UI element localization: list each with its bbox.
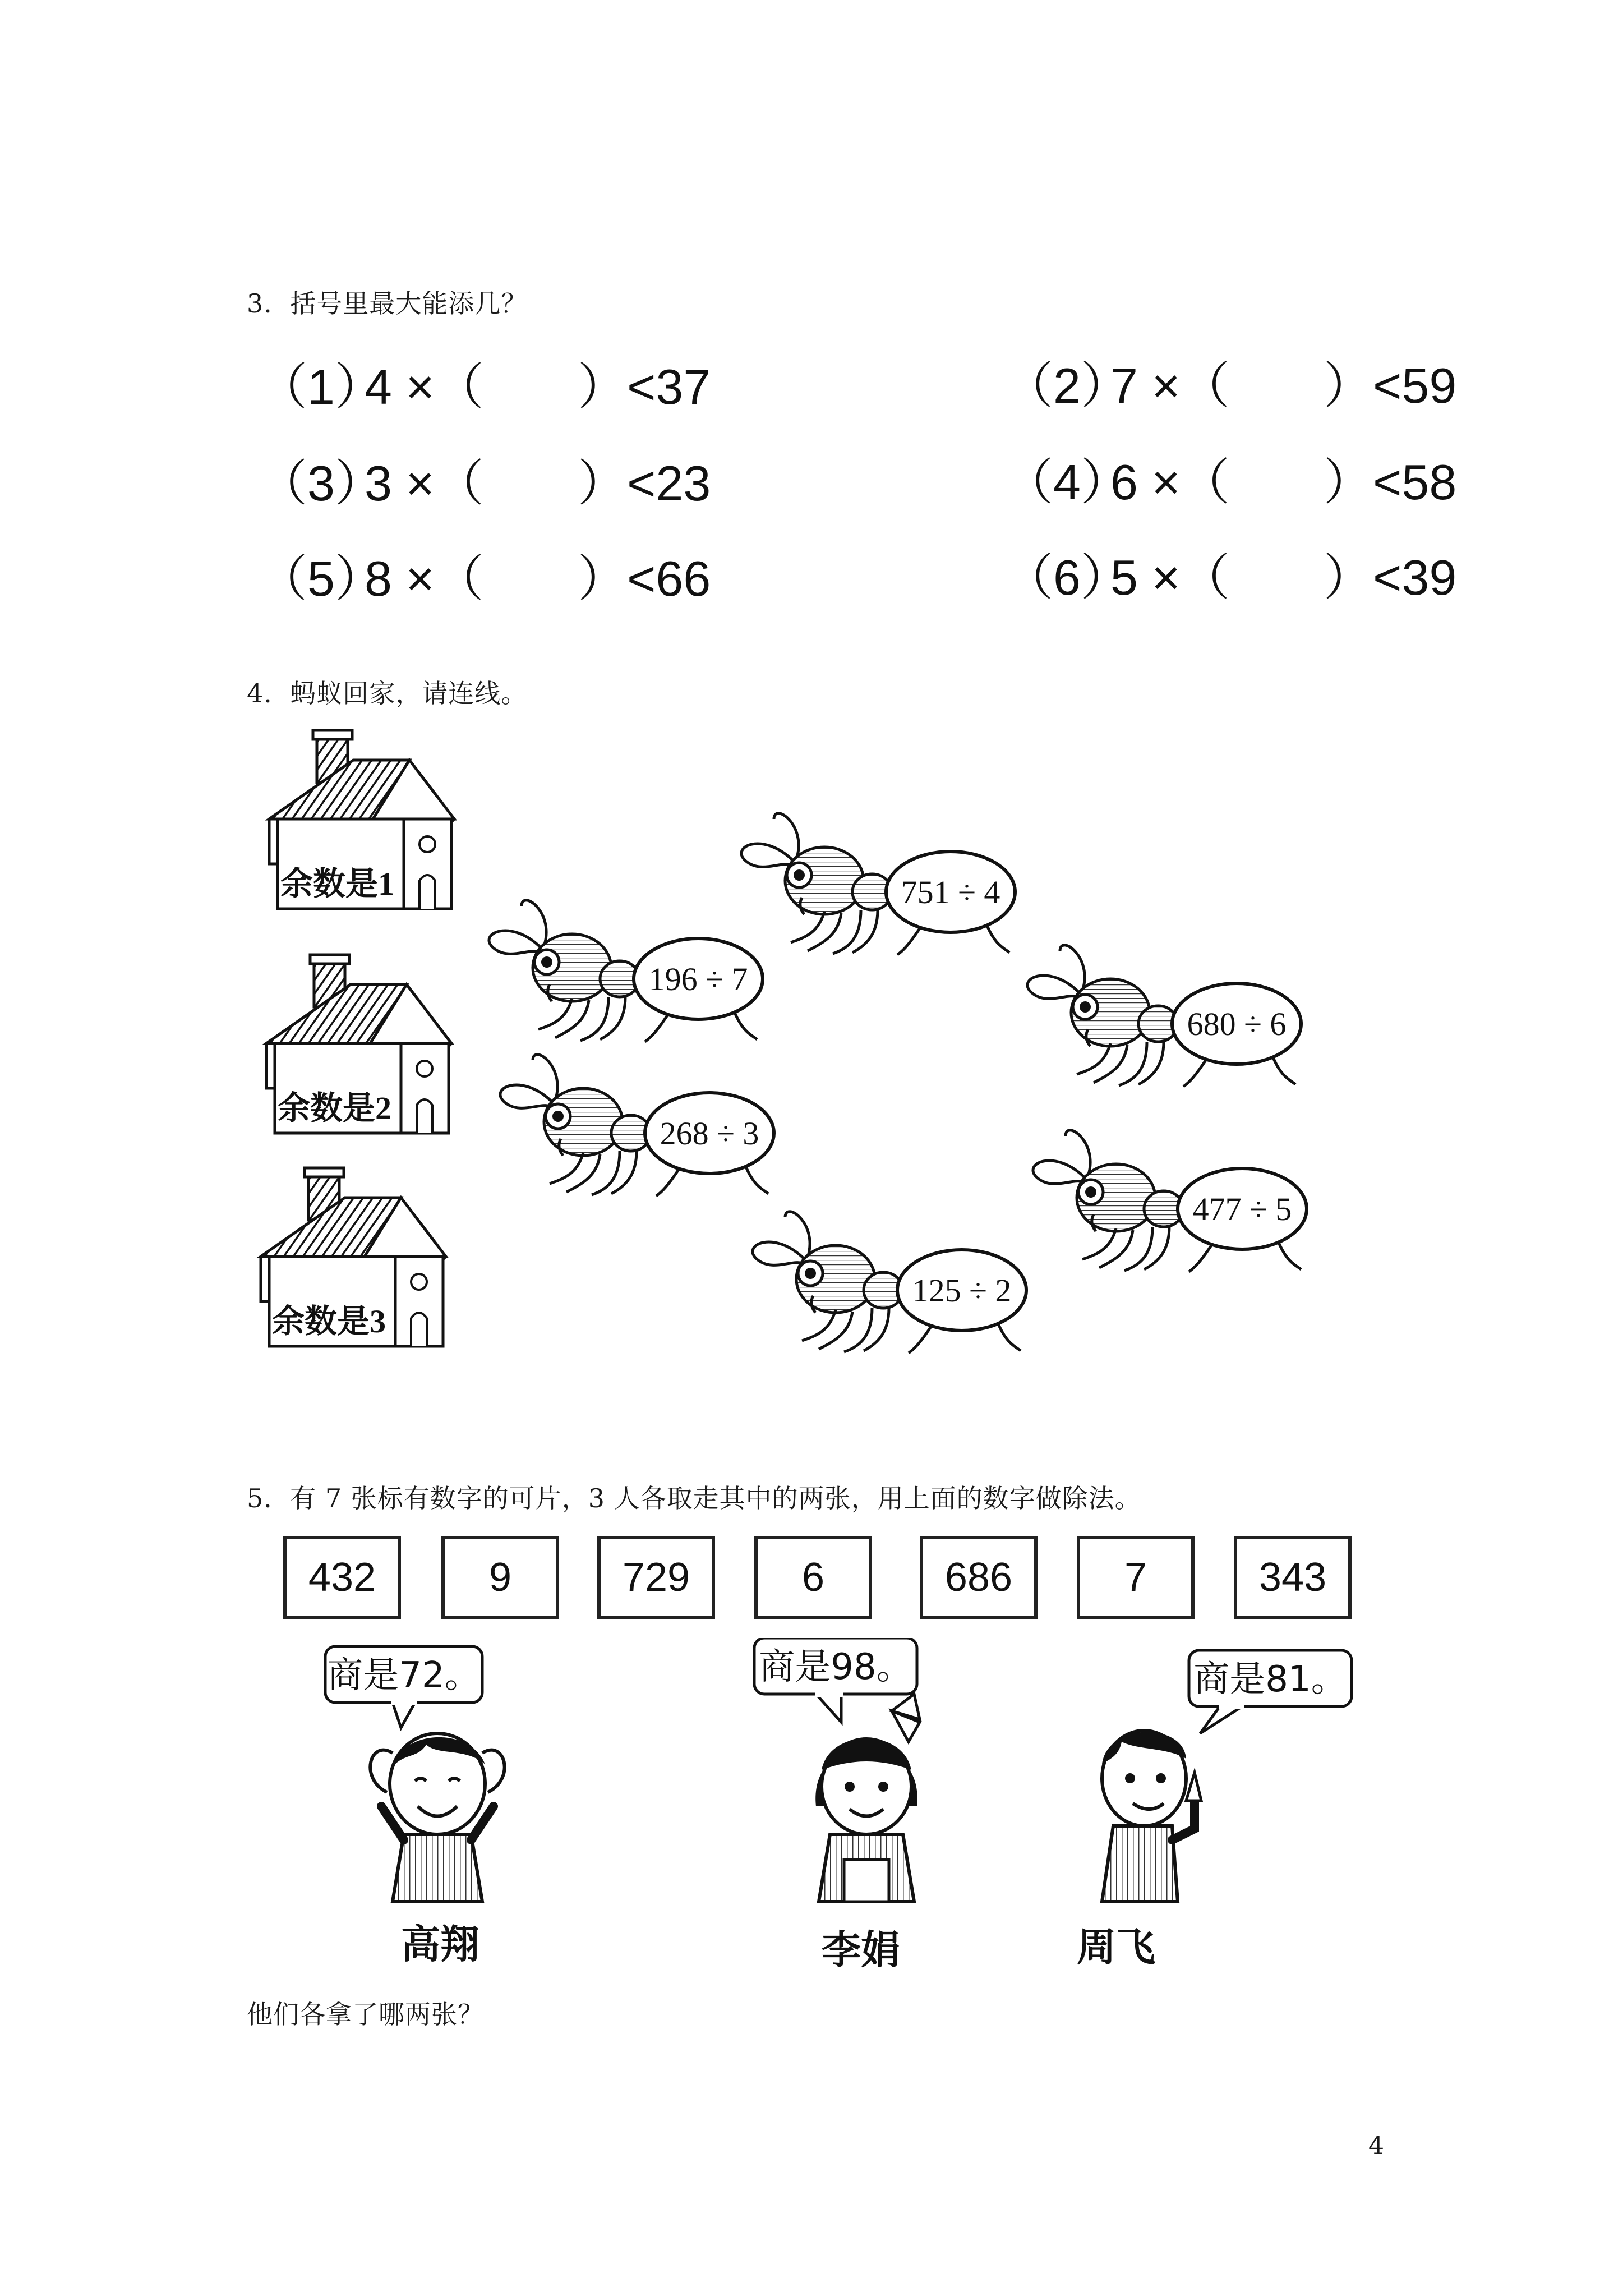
item-rhs: ）<66 — [578, 551, 711, 606]
children-illustration — [0, 1638, 1623, 1975]
q5-title: 5．有 7 张标有数字的可片，3 人各取走其中的两张，用上面的数字做除法。 — [247, 1483, 1141, 1513]
speech-text: 商是81。 — [1193, 1659, 1347, 1700]
ant-expression: 268 ÷ 3 — [660, 1115, 759, 1152]
ant-expression: 196 ÷ 7 — [648, 961, 748, 997]
ant-expression: 477 ÷ 5 — [1192, 1191, 1292, 1227]
q5-question: 他们各拿了哪两张？ — [247, 1999, 484, 2030]
speech-text: 商是72。 — [327, 1655, 481, 1696]
item-number: （6） — [1004, 550, 1130, 605]
ant-680-div-6 — [1027, 945, 1301, 1087]
child-name: 高翔 — [401, 1921, 479, 1967]
ants-and-houses-illustration — [0, 701, 1623, 1402]
number-card: 6 — [754, 1536, 872, 1619]
ant-expression: 751 ÷ 4 — [901, 874, 1000, 910]
child-name: 李娟 — [822, 1927, 900, 1973]
item-rhs: ）<58 — [1324, 454, 1457, 510]
number-card: 343 — [1234, 1536, 1352, 1619]
child-name: 周飞 — [1077, 1924, 1155, 1970]
item-number: （2） — [1004, 358, 1130, 413]
ant-expression: 125 ÷ 2 — [912, 1272, 1012, 1309]
ant-268-div-3 — [500, 1055, 774, 1196]
item-rhs: ）<39 — [1324, 550, 1457, 605]
item-rhs: ）<37 — [578, 359, 711, 415]
item-rhs: ）<59 — [1324, 358, 1457, 413]
ant-477-div-5 — [1033, 1130, 1307, 1272]
item-expression: 6 ×（ — [1110, 454, 1230, 510]
number-card: 686 — [920, 1536, 1038, 1619]
item-number: （5） — [258, 551, 384, 606]
speech-text: 商是98。 — [759, 1646, 912, 1688]
item-number: （1） — [258, 359, 384, 415]
number-card: 7 — [1077, 1536, 1195, 1619]
item-expression: 8 ×（ — [365, 551, 484, 606]
number-card: 9 — [441, 1536, 559, 1619]
house-label: 余数是2 — [278, 1090, 392, 1126]
q4-title: 4．蚂蚁回家，请连线。 — [247, 678, 528, 708]
child-gaoxiang — [325, 1646, 505, 1967]
item-number: （4） — [1004, 454, 1130, 510]
item-expression: 4 ×（ — [365, 359, 484, 415]
q3-title: 3．括号里最大能添几？ — [247, 288, 528, 319]
number-card: 729 — [597, 1536, 715, 1619]
child-lijuan — [754, 1638, 920, 1973]
house-remainder-3 — [261, 1168, 446, 1346]
house-remainder-2 — [266, 955, 451, 1133]
child-zhoufei — [1077, 1650, 1352, 1970]
ant-751-div-4 — [741, 813, 1015, 955]
item-expression: 3 ×（ — [365, 455, 484, 511]
ant-expression: 680 ÷ 6 — [1187, 1006, 1287, 1042]
ant-125-div-2 — [753, 1212, 1026, 1353]
item-expression: 7 ×（ — [1110, 358, 1230, 413]
ant-196-div-7 — [489, 900, 763, 1042]
number-card: 432 — [283, 1536, 401, 1619]
house-label: 余数是3 — [272, 1303, 386, 1340]
item-expression: 5 ×（ — [1110, 550, 1230, 605]
house-remainder-1 — [269, 730, 454, 909]
item-rhs: ）<23 — [578, 455, 711, 511]
house-label: 余数是1 — [280, 866, 395, 902]
item-number: （3） — [258, 455, 384, 511]
page-number: 4 — [1368, 2132, 1384, 2160]
